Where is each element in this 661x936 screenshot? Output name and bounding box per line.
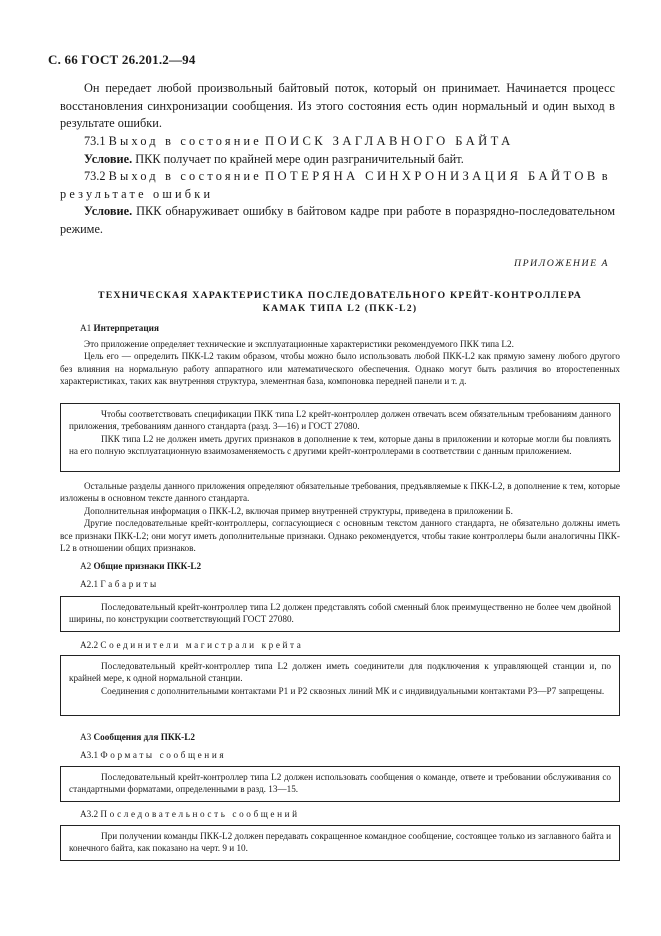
a1-heading: А1 Интерпретация [80,323,159,333]
appendix-title: ТЕХНИЧЕСКАЯ ХАРАКТЕРИСТИКА ПОСЛЕДОВАТЕЛЬНОГО КРЕЙТ-КОНТРОЛЛЕРА КАМАК ТИПА L2 (ПКК-L2) [97,290,583,314]
a2-1-box: Последовательный крейт-контроллер типа L2 должен представлять собой сменный блок преимущественно не более чем двойной ширины, по конструкции соответствующий ГОСТ 27080. [60,596,620,632]
condition-word: Условие. [84,204,133,218]
appendix-label: ПРИЛОЖЕНИЕ А [514,258,609,269]
a1-requirement-box: Чтобы соответствовать спецификации ПКК типа L2 крейт-контроллер должен отвечать всем обязательным требованиям данного приложения, требованиям данного стандарта (разд. 3—16) и ГОСТ 27080. ПКК типа L2 не должен иметь других признаков в дополнение к тем, которые даны в приложении и которые могли бы повлиять на его полную эксплуатационную взаимозаменяемость с другими крейт-контроллерами в соответствии с данным приложением. [60,403,620,472]
section-label: Выход в состояние [108,134,262,148]
section-suffix: в результате ошибки [60,169,611,201]
condition-text: ПКК обнаруживает ошибку в байтовом кадре при работе в поразрядно-последовательном режиме. [60,204,615,236]
section-73-1 [60,133,615,168]
page-header: С. 66 ГОСТ 26.201.2—94 [48,52,196,67]
section-label: Выход в состояние [108,169,262,183]
section-number: 73.1 [84,134,106,148]
a3-2-box: При получении команды ПКК-L2 должен передавать сокращенное командное сообщение, состоящее только из заглавного байта и конечного байта, как показано на черт. 9 и 10. [60,825,620,861]
state-name: ПОИСК ЗАГЛАВНОГО БАЙТА [265,134,514,148]
a3-1-heading: А3.1 Форматы сообщения [80,750,227,760]
a1-text-after: Остальные разделы данного приложения определяют обязательные требования, предъявляемые к ПКК-L2, в дополнение к тем, которые изложены в основном тексте данного стандарта. Дополнительная информация о ПКК-L2, включая пример внутренней структуры, приведена в приложении Б. Другие последовательные крейт-контроллеры, согласующиеся с основным текстом данного стандарта, не обязательно должны иметь все признаки ПКК-L2; они могут иметь дополнительные признаки. Однако рекомендуется, чтобы такие контроллеры были аналогичны ПКК-L2 в отношении общих признаков. [60,481,620,554]
a2-heading: А2 Общие признаки ПКК-L2 [80,561,202,571]
intro-paragraph: Он передает любой произвольный байтовый поток, который он принимает. Начинается процесс восстановления синхронизации сообщения. Из этого состояния есть один нормальный и один выход в результате ошибки. [60,81,615,130]
section-73-2 [60,168,615,238]
a3-2-heading: А3.2 Последовательность сообщений [80,809,300,819]
a1-text: Это приложение определяет технические и эксплуатационные характеристики рекомендуемого ПКК типа L2. Цель его — определить ПКК-L2 таким образом, чтобы можно было использовать любой ПКК-L2 как прямую замену любого другого без влияния на нормальную работу аппаратного или математического обеспечения. Однако могут быть различия во второстепенных характеристиках, таких как внутренняя структура, элементная база, компоновка передней панели и т. д. [60,339,620,387]
section-number: 73.2 [84,169,106,183]
a3-1-box: Последовательный крейт-контроллер типа L2 должен использовать сообщения о команде, ответе и требовании обслуживания со стандартными форматами, определенными в разд. 13—15. [60,766,620,802]
a2-2-box: Последовательный крейт-контроллер типа L2 должен иметь соединители для подключения к управляющей станции и, по крайней мере, к одной нормальной станции. Соединения с дополнительными контактами Р1 и Р2 сквозных линий МК и с индивидуальными контактами Р3—Р7 запрещены. [60,655,620,716]
a2-2-heading: А2.2 Соединители магистрали крейта [80,640,304,650]
a3-heading: А3 Сообщения для ПКК-L2 [80,732,195,742]
condition-text: ПКК получает по крайней мере один разграничительный байт. [135,151,464,166]
condition-word: Условие. [84,151,133,166]
state-name: ПОТЕРЯНА СИНХРОНИЗАЦИЯ БАЙТОВ [265,169,599,183]
a2-1-heading: А2.1 Габариты [80,579,159,589]
